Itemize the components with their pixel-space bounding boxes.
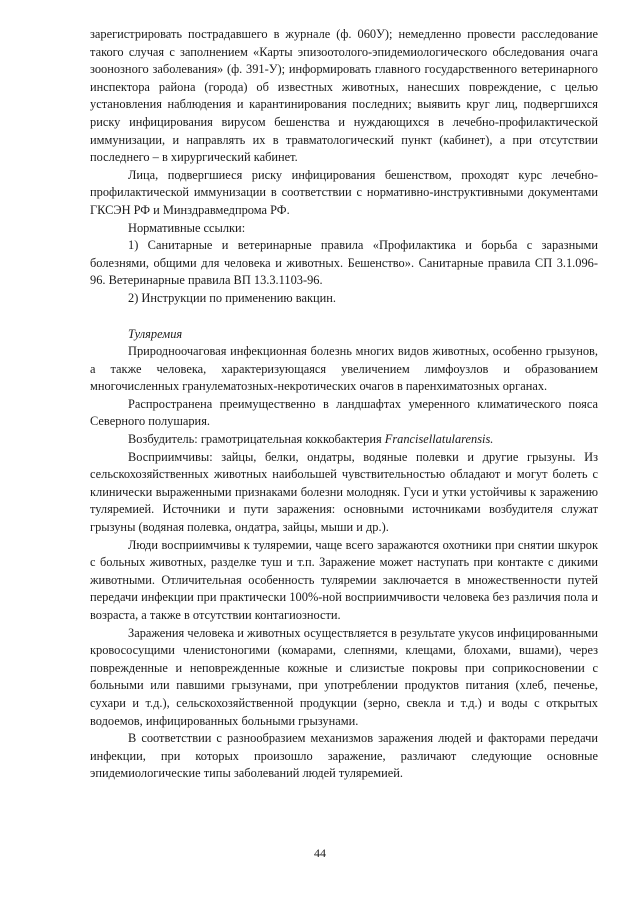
paragraph-rabies-immunization: Лица, подвергшиеся риску инфицирования бешенством, проходят курс лечебно-профилактической иммунизации в соответствии с нормативно-инструктивными документами ГКСЭН РФ и Минздравмедпрома РФ.	[90, 167, 598, 217]
paragraph-rabies-procedure: зарегистрировать пострадавшего в журнале (ф. 060У); немедленно провести расследование такого случая с заполнением «Карты эпизоотолого-эпидемиологического обследования очага зоонозного заболевания» (ф. 391-У); информировать главного государственного ветеринарного инспектора района (города) об известных животных, нанесших повреждение, с целью установления наблюдения и карантинирования последних; выявить круг лиц, подвергшихся риску инфицирования вирусом бешенства и нуждающихся в лечебно-профилактической иммунизации, и направлять их в травматологический пункт (кабинет), а при отсутствии последнего – в хирургический кабинет.	[90, 27, 598, 165]
paragraph-tularemia-types: В соответствии с разнообразием механизмов заражения людей и факторами передачи инфекции, при которых произошло заражение, различают следующие основные эпидемиологические типы заболеваний людей туляремией.	[90, 731, 598, 781]
paragraph-tularemia-distribution: Распространена преимущественно в ландшафтах умеренного климатического пояса Северного полушария.	[90, 396, 598, 429]
paragraph-tularemia-humans: Люди восприимчивы к туляремии, чаще всего заражаются охотники при снятии шкурок с больных животных, разделке туш и т.п. Заражение может наступать при контакте с дикими животными. Отличительная особенность туляремии заключается в множественности путей передачи инфекции при практически 100%-ной восприимчивости человека без различия пола и возраста, а также в отсутствии контагиозности.	[90, 537, 598, 622]
page-number: 44	[314, 846, 326, 860]
document-page	[90, 26, 598, 783]
paragraph-normative-references-heading: Нормативные ссылки:	[128, 220, 246, 235]
paragraph-tularemia-transmission: Заражения человека и животных осуществляется в результате укусов инфицированными кровососущими членистоногими (комарами, слепнями, клещами, блохами, вшами), через поврежденные и неповрежденные кожные и слизистые покровы при соприкосновении с больными или павшими грызунами, при употреблении продуктов питания (хлеб, печенье, сухари и т.д.), сельскохозяйственной продукции (зерно, свекла и т.д.) и воды с открытых водоемов, инфицированных больными грызунами.	[90, 625, 598, 728]
paragraph-tularemia-susceptible: Восприимчивы: зайцы, белки, ондатры, водяные полевки и другие грызуны. Из сельскохозяйственных животных наибольшей чувствительностью обладают и могут болеть с клинически выраженными признаками болезни молодняк. Гуси и утки устойчивы к заражению туляремией. Источники и пути заражения: основными источниками возбудителя служат грызуны (водяная полевка, ондатра, зайцы, мыши и др.).	[90, 449, 598, 535]
paragraph-reference-1: 1) Санитарные и ветеринарные правила «Профилактика и борьба с заразными болезнями, общими для человека и животных. Бешенство». Санитарные правила СП 3.1.096-96. Ветеринарные правила ВП 13.3.1103-96.	[90, 238, 598, 288]
pathogen-name: Francisellatularensis.	[384, 432, 494, 447]
paragraph-tularemia-pathogen	[90, 431, 598, 449]
paragraph-reference-2: 2) Инструкции по применению вакцин.	[128, 290, 336, 305]
paragraph-tularemia-definition: Природноочаговая инфекционная болезнь многих видов животных, особенно грызунов, а также человека, характеризующаяся увеличением лимфоузлов и образованием многочисленных гранулематозных-некротических очагов в паренхиматозных органах.	[90, 344, 598, 394]
pathogen-prefix: Возбудитель: грамотрицательная коккобактерия	[128, 432, 385, 447]
section-title-tularemia: Туляремия	[128, 326, 183, 341]
